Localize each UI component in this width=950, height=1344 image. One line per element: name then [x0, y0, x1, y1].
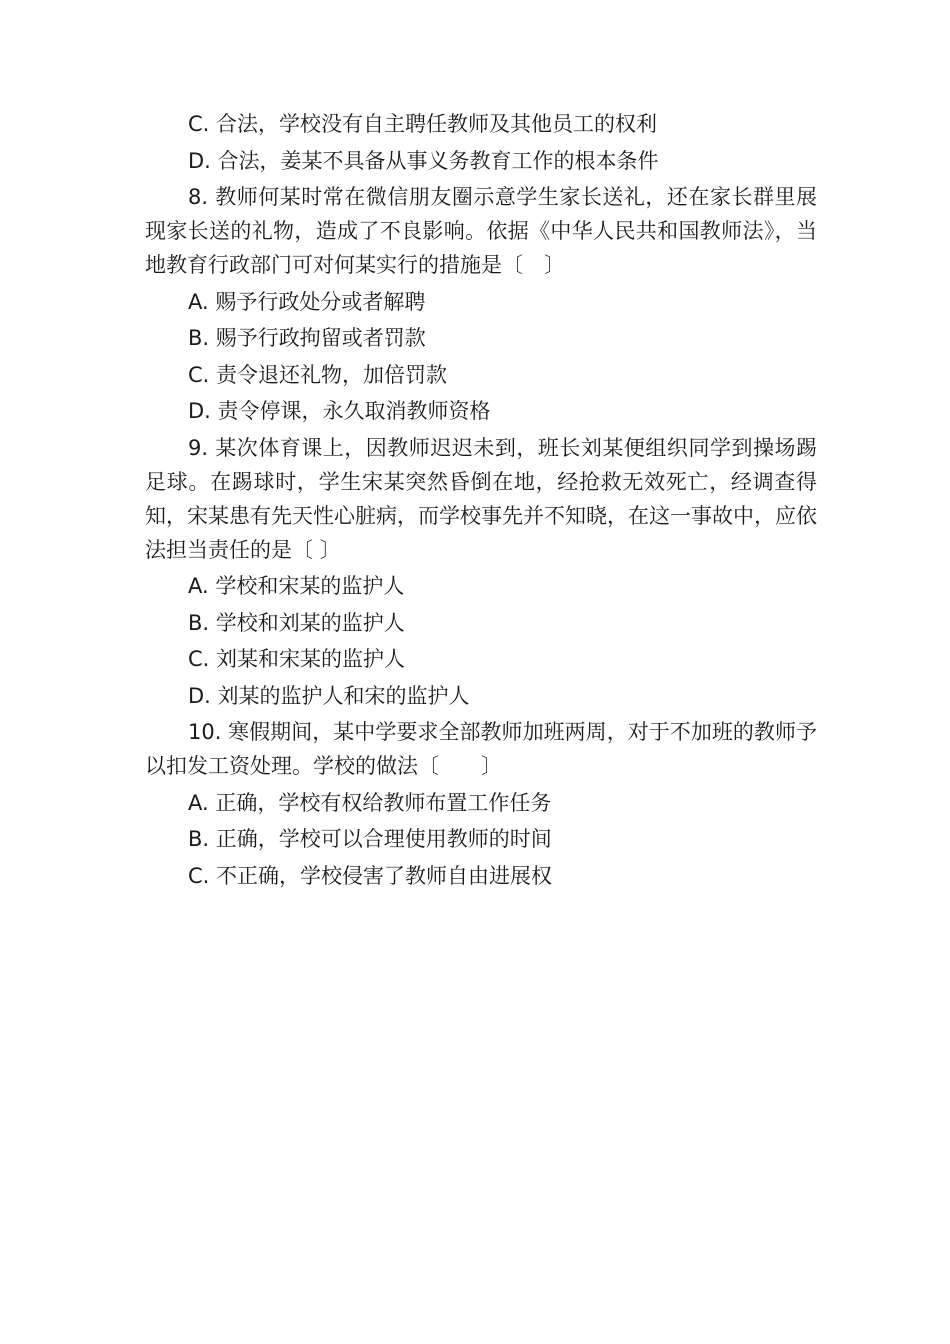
q8-option-d: D. 责令停课，永久取消教师资格	[188, 399, 491, 423]
q10-option-a: A. 正确，学校有权给教师布置工作任务	[188, 790, 552, 815]
q8-option-c: C. 责令退还礼物，加倍罚款	[188, 362, 448, 387]
q9-stem: 9. 某次体育课上，因教师迟迟未到，班长刘某便组织同学到操场踢足球。在踢球时，学生宋某突然昏倒在地，经抢救无效死亡，经调查得知，宋某患有先天性心脏病，而学校事先并不知晓，在这一事故中，应依法担当责任的是〔 〕	[145, 435, 817, 562]
q10-option-c: C. 不正确，学校侵害了教师自由进展权	[188, 863, 553, 888]
question-text-block	[145, 107, 817, 895]
q9-option-c: C. 刘某和宋某的监护人	[188, 647, 406, 671]
q9-option-b: B. 学校和刘某的监护人	[188, 610, 405, 635]
q8-option-a: A. 赐予行政处分或者解聘	[188, 289, 426, 314]
q7-option-c: C. 合法，学校没有自主聘任教师及其他员工的权利	[188, 112, 658, 136]
q8-stem: 8. 教师何某时常在微信朋友圈示意学生家长送礼，还在家长群里展现家长送的礼物，造成了不良影响。依据《中华人民共和国教师法》，当地教育行政部门可对何某实行的措施是〔 〕	[145, 185, 817, 277]
q7-option-d: D. 合法，姜某不具备从事义务教育工作的根本条件	[188, 148, 659, 173]
q9-option-d: D. 刘某的监护人和宋的监护人	[188, 683, 470, 708]
q8-option-b: B. 赐予行政拘留或者罚款	[188, 326, 426, 350]
q10-stem: 10. 寒假期间，某中学要求全部教师加班两周，对于不加班的教师予以扣发工资处理。学校的做法〔 〕	[145, 720, 817, 778]
q9-option-a: A. 学校和宋某的监护人	[188, 574, 405, 598]
q10-option-b: B. 正确，学校可以合理使用教师的时间	[188, 827, 552, 851]
